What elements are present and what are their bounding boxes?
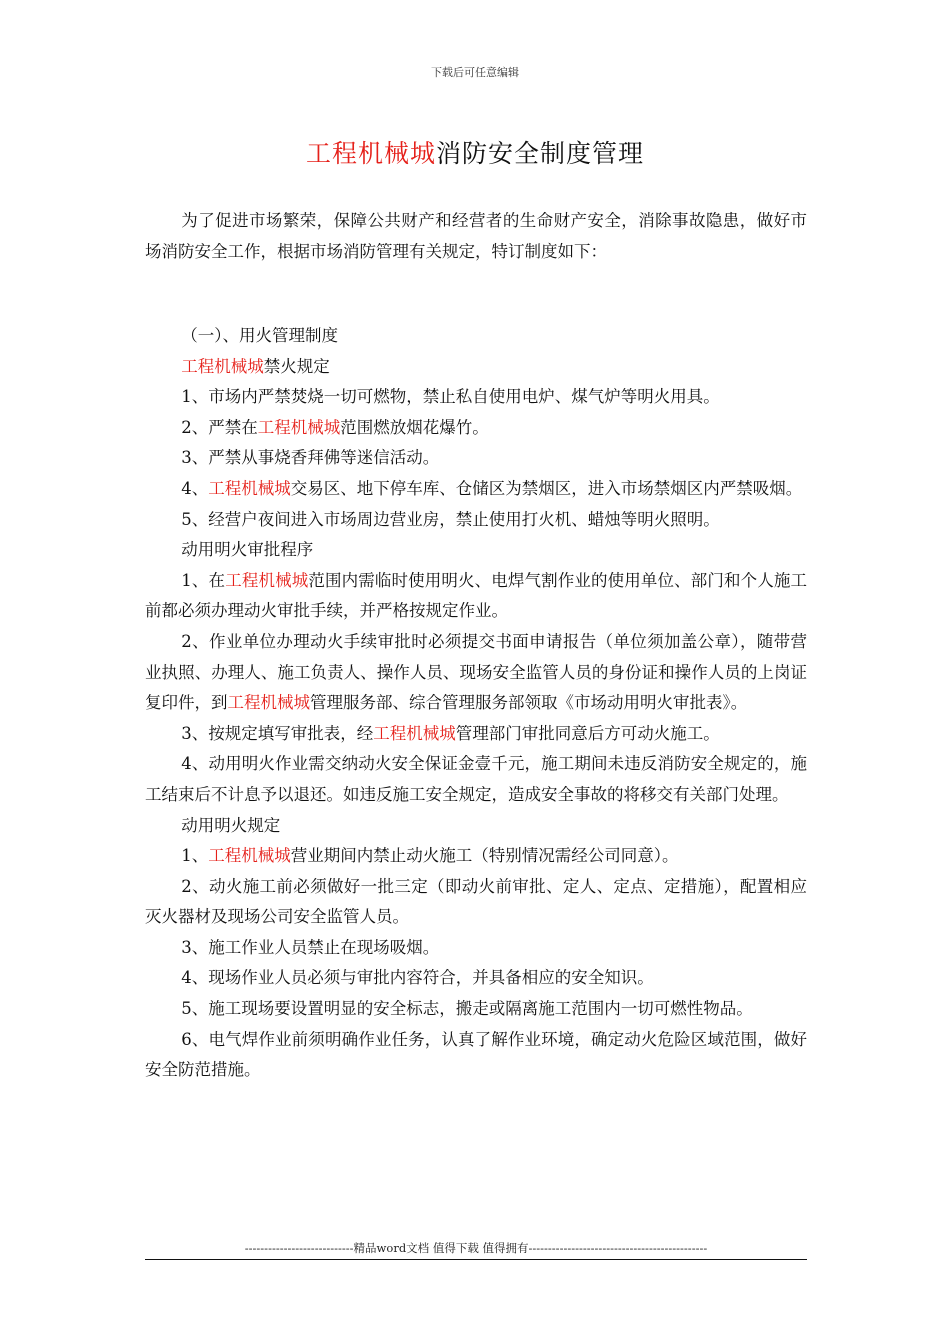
regulations-body bbox=[145, 321, 807, 1086]
title-rest: 消防安全制度管理 bbox=[436, 139, 645, 168]
fire-use-1 bbox=[145, 841, 807, 872]
approval-1 bbox=[145, 566, 807, 627]
rule-5: 5、经营户夜间进入市场周边营业房，禁止使用打火机、蜡烛等明火照明。 bbox=[181, 509, 720, 529]
page-footer: ----------------------------精品word文档 值得下载 值得拥有---------------------------------------------- bbox=[145, 1240, 807, 1260]
title-brand: 工程机械城 bbox=[305, 139, 436, 168]
header-note: 下载后可任意编辑 bbox=[431, 66, 519, 79]
rule-4-pre: 4、 bbox=[181, 478, 209, 498]
rule-2 bbox=[145, 413, 807, 444]
intro-block bbox=[145, 205, 807, 267]
brand-name: 工程机械城 bbox=[181, 356, 264, 376]
approval-1-pre: 1、在 bbox=[181, 570, 226, 590]
rule-2-pre: 2、严禁在 bbox=[181, 417, 258, 437]
subheading-approval: 动用明火审批程序 bbox=[181, 540, 314, 560]
fire-use-2: 2、动火施工前必须做好一批三定（即动火前审批、定人、定点、定措施），配置相应灭火器材及现场公司安全监管人员。 bbox=[145, 876, 807, 927]
page-title bbox=[0, 134, 950, 170]
approval-4: 4、动用明火作业需交纳动火安全保证金壹千元，施工期间未违反消防安全规定的，施工结束后不计息予以退还。如违反施工安全规定，造成安全事故的将移交有关部门处理。 bbox=[145, 754, 807, 804]
approval-2-pre: 2、作业单位办理动火手续审批时必须提交书面申请报告（单位须加盖公章），随带营业执照、办理人、施工负责人、操作人员、现场安全监管人员的身份证和操作人员的上岗证复印件，到 bbox=[145, 631, 807, 713]
intro-paragraph: 为了促进市场繁荣，保障公共财产和经营者的生命财产安全，消除事故隐患，做好市场消防安全工作，根据市场消防管理有关规定，特订制度如下： bbox=[145, 211, 807, 261]
approval-3-post: 管理部门审批同意后方可动火施工。 bbox=[455, 723, 720, 743]
rule-3: 3、严禁从事烧香拜佛等迷信活动。 bbox=[181, 448, 440, 468]
subheading-fire-use: 动用明火规定 bbox=[181, 815, 281, 835]
rule-4 bbox=[145, 474, 807, 505]
subheading-fire-ban bbox=[145, 352, 807, 383]
fire-use-5: 5、施工现场要设置明显的安全标志，搬走或隔离施工范围内一切可燃性物品。 bbox=[181, 999, 753, 1019]
rule-1: 1、市场内严禁焚烧一切可燃物，禁止私自使用电炉、煤气炉等明火用具。 bbox=[181, 387, 720, 407]
subheading-fire-ban-text: 禁火规定 bbox=[263, 356, 330, 376]
fire-use-1-post: 营业期间内禁止动火施工（特别情况需经公司同意）。 bbox=[290, 846, 679, 866]
approval-3 bbox=[145, 719, 807, 750]
fire-use-3: 3、施工作业人员禁止在现场吸烟。 bbox=[181, 937, 440, 957]
brand-name: 工程机械城 bbox=[373, 723, 456, 743]
brand-name: 工程机械城 bbox=[208, 846, 291, 866]
approval-3-pre: 3、按规定填写审批表，经 bbox=[181, 723, 374, 743]
brand-name: 工程机械城 bbox=[227, 693, 310, 713]
rule-2-post: 范围燃放烟花爆竹。 bbox=[340, 417, 489, 437]
brand-name: 工程机械城 bbox=[208, 478, 291, 498]
approval-1-post: 范围内需临时使用明火、电焊气割作业的使用单位、部门和个人施工前都必须办理动火审批手续，并严格按规定作业。 bbox=[145, 570, 808, 621]
fire-use-1-pre: 1、 bbox=[181, 846, 209, 866]
brand-name: 工程机械城 bbox=[225, 570, 309, 590]
fire-use-6: 6、电气焊作业前须明确作业任务，认真了解作业环境，确定动火危险区域范围，做好安全防范措施。 bbox=[145, 1029, 807, 1080]
brand-name: 工程机械城 bbox=[257, 417, 341, 437]
section-heading: （一）、用火管理制度 bbox=[181, 326, 339, 345]
rule-4-post: 交易区、地下停车库、仓储区为禁烟区，进入市场禁烟区内严禁吸烟。 bbox=[290, 478, 803, 498]
fire-use-4: 4、现场作业人员必须与审批内容符合，并具备相应的安全知识。 bbox=[181, 968, 654, 988]
approval-2-post: 管理服务部、综合管理服务部领取《市场动用明火审批表》。 bbox=[310, 693, 748, 713]
approval-2 bbox=[145, 627, 807, 719]
